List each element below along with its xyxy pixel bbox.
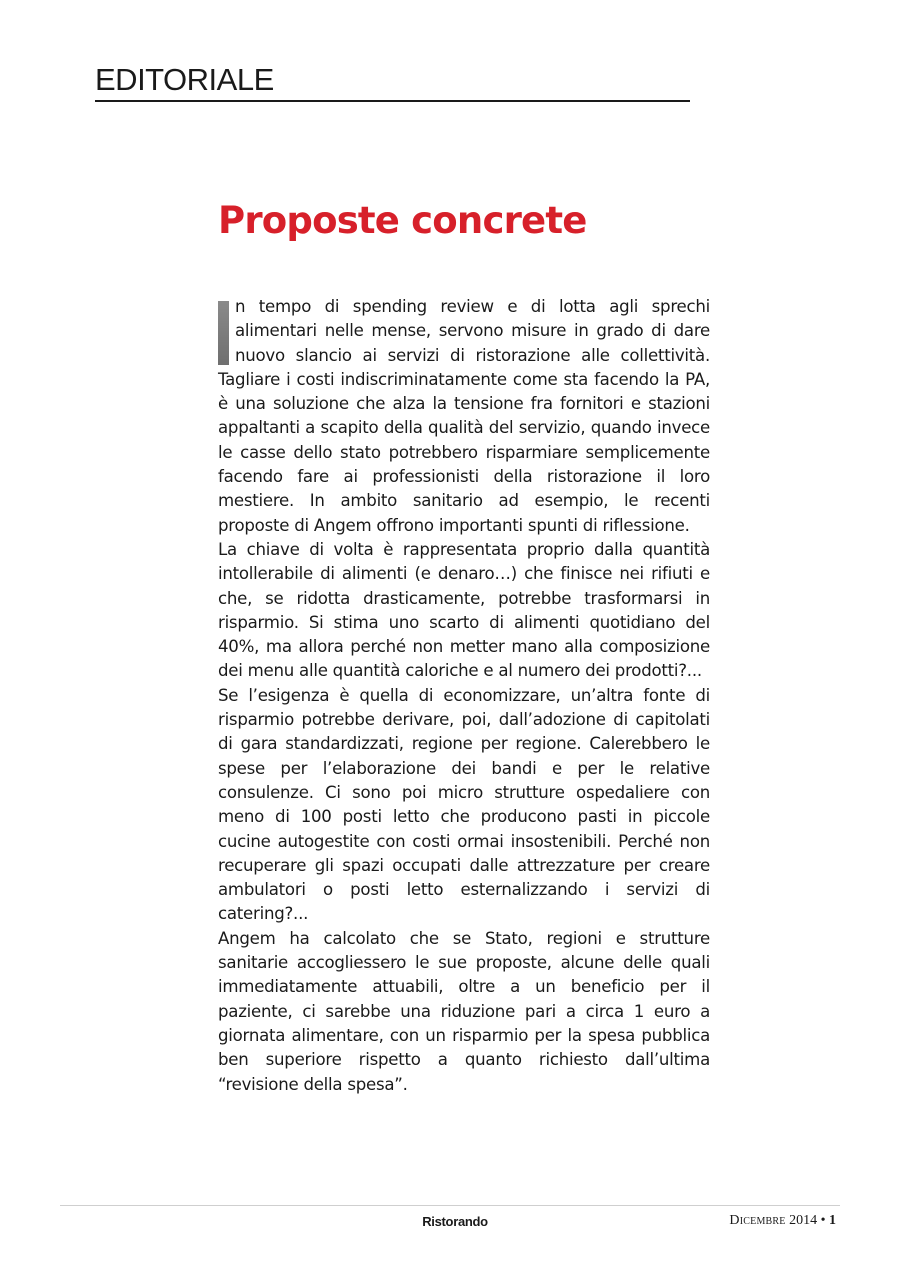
footer-issue bbox=[729, 1213, 836, 1229]
article-paragraph-1 bbox=[218, 295, 710, 538]
drop-cap-letter bbox=[218, 301, 219, 302]
paragraph-text: n tempo di spending review e di lotta agli sprechi alimentari nelle mense, servono misure in grado di dare nuovo slancio ai servizi di ristorazione alle collettività. Tagliare i costi indiscriminatamente come sta facendo la PA, è una soluzione che alza la tensione fra fornitori e stazioni appaltanti a scapito della qualità del servizio, quando invece le casse dello stato potrebbero risparmiare semplicemente facendo fare ai professionisti della ristorazione il loro mestiere. In ambito sanitario ad esempio, le recenti proposte di Angem offrono importanti spunti di riflessione. bbox=[218, 297, 710, 535]
drop-cap bbox=[218, 301, 229, 365]
article-paragraph-2: La chiave di volta è rappresentata proprio dalla quantità intollerabile di alimenti (e denaro…) che finisce nei rifiuti e che, se ridotta drasticamente, potrebbe trasformarsi in risparmio. Si stima uno scarto di alimenti quotidiano del 40%, ma allora perché non metter mano alla composizione dei menu alle quantità caloriche e al numero dei prodotti?... bbox=[218, 539, 710, 681]
issue-month: Dicembre bbox=[729, 1213, 786, 1228]
footer-rule bbox=[60, 1205, 840, 1206]
section-header bbox=[95, 62, 690, 102]
footer-brand: Ristorando bbox=[422, 1214, 488, 1229]
article-body bbox=[218, 295, 710, 1097]
article-title: Proposte concrete bbox=[218, 199, 587, 242]
issue-year: 2014 bbox=[789, 1213, 818, 1228]
footer-separator: • bbox=[820, 1213, 826, 1228]
page-number: 1 bbox=[829, 1213, 836, 1228]
article-paragraph-3: Se l’esigenza è quella di economizzare, un’altra fonte di risparmio potrebbe derivare, poi, dall’adozione di capitolati di gara standardizzati, regione per regione. Calerebbero le spese per l’elaborazione dei bandi e per le relative consulenze. Ci sono poi micro strutture ospedaliere con meno di 100 posti letto che producono pasti in piccole cucine autogestite con costi ormai insostenibili. Perché non recuperare gli spazi occupati dalle attrezzature per creare ambulatori o posti letto esternalizzando i servizi di catering?... bbox=[218, 685, 710, 924]
article-paragraph-4: Angem ha calcolato che se Stato, regioni e strutture sanitarie accogliessero le sue proposte, alcune delle quali immediatamente attuabili, oltre a un beneficio per il paziente, ci sarebbe una riduzione pari a circa 1 euro a giornata alimentare, con un risparmio per la spesa pubblica ben superiore rispetto a quanto richiesto dall’ultima “revisione della spesa”. bbox=[218, 928, 710, 1094]
section-label: EDITORIALE bbox=[95, 62, 274, 97]
drop-cap-bar bbox=[218, 301, 229, 365]
